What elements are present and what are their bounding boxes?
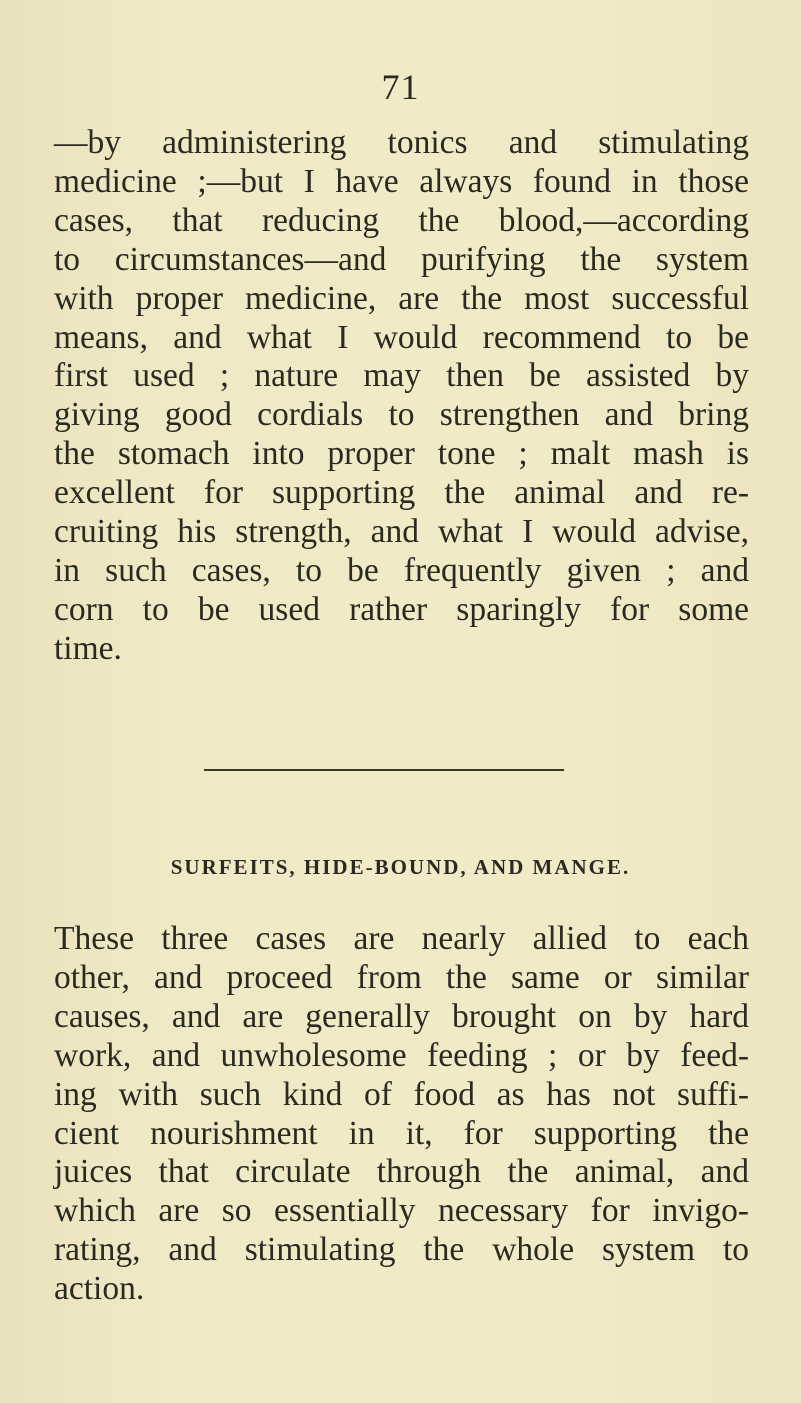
section-heading: SURFEITS, HIDE-BOUND, AND MANGE.: [170, 855, 631, 879]
text-line: the stomach into proper tone ; malt mash is: [54, 435, 749, 473]
text-line: other, and proceed from the same or similar: [54, 958, 749, 996]
text-line: action.: [54, 1270, 145, 1308]
text-line: causes, and are generally brought on by hard: [54, 997, 749, 1035]
page-number: 71: [381, 67, 420, 107]
text-line: These three cases are nearly allied to each: [54, 920, 749, 957]
section-divider: [204, 769, 564, 771]
text-line: giving good cordials to strengthen and bring: [54, 396, 749, 434]
text-line: means, and what I would recommend to be: [54, 318, 749, 356]
text-line: excellent for supporting the animal and re-: [54, 474, 749, 512]
text-line: juices that circulate through the animal, and: [54, 1153, 749, 1191]
text-line: medicine ;—but I have always found in those: [54, 162, 749, 200]
paragraph-treatment-continued: [54, 124, 749, 669]
text-line: rating, and stimulating the whole system to: [54, 1231, 749, 1269]
text-line: time.: [54, 629, 122, 667]
text-line: which are so essentially necessary for invigo-: [54, 1192, 749, 1230]
text-line: cient nourishment in it, for supporting the: [54, 1114, 749, 1152]
text-line: to circumstances—and purifying the system: [54, 240, 749, 278]
text-line: work, and unwholesome feeding ; or by feed-: [54, 1036, 749, 1074]
text-line: first used ; nature may then be assisted by: [54, 357, 749, 395]
paragraph-surfeits: [54, 920, 749, 1309]
text-line: with proper medicine, are the most successful: [54, 279, 749, 317]
text-line: corn to be used rather sparingly for some: [54, 590, 749, 628]
text-line: cases, that reducing the blood,—according: [54, 201, 749, 239]
text-line: in such cases, to be frequently given ; and: [54, 551, 749, 589]
text-line: cruiting his strength, and what I would advise,: [54, 513, 749, 551]
text-line: ing with such kind of food as has not suffi-: [54, 1075, 749, 1113]
text-line: —by administering tonics and stimulating: [54, 124, 749, 161]
